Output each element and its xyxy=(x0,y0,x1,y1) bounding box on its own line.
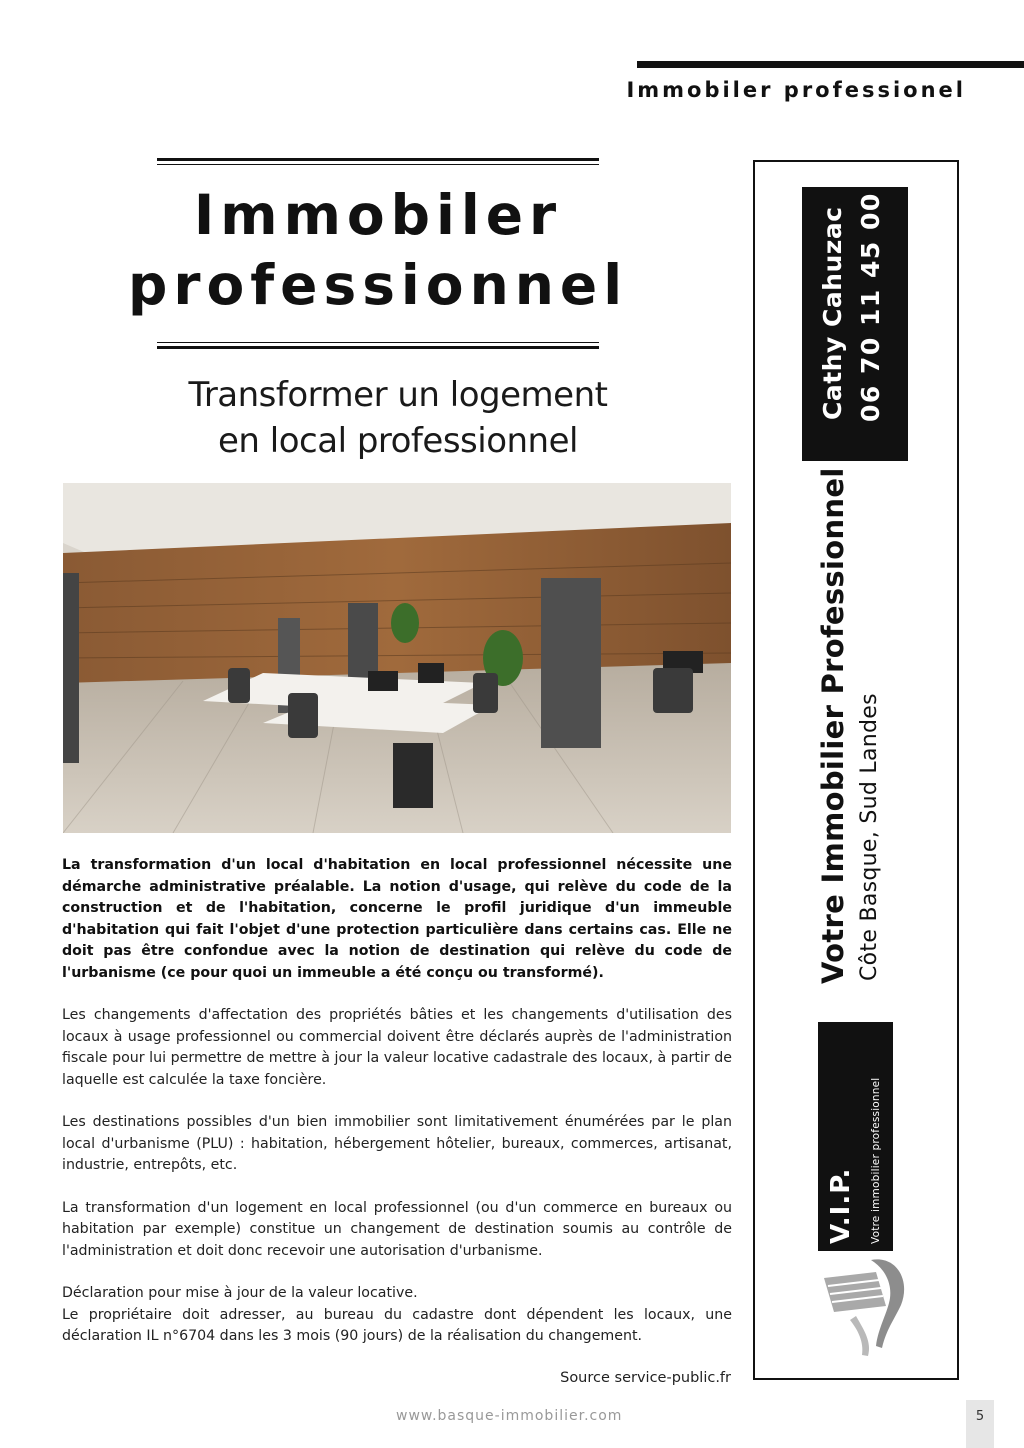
paragraph-destinations: Les destinations possibles d'un bien immobilier sont limitativement énumérées par le plan local d'urbanisme (PLU) : habitation, hébergement hôtelier, bureaux, commerces, artisanat, industrie, entrepôts, etc. xyxy=(62,1114,732,1173)
footer-url[interactable]: www.basque-immobilier.com xyxy=(396,1408,623,1424)
contact-phone[interactable]: 06 70 11 45 00 xyxy=(856,192,885,422)
vip-logo-text: V.I.P. xyxy=(826,1167,856,1244)
subtitle-line-2: en local professionnel xyxy=(218,421,578,461)
advert-region: Côte Basque, Sud Landes xyxy=(857,693,882,981)
paragraph-transformation: La transformation d'un logement en local professionnel (ou d'un commerce en bureaux ou habitation par exemple) constitue un changement de destination soumis au contrôle de l'administration et doit donc recevoir une autorisation d'urbanisme. xyxy=(62,1199,732,1259)
paragraph-declaration xyxy=(62,1283,732,1348)
page-title xyxy=(120,180,636,320)
source-credit: Source service-public.fr xyxy=(560,1370,731,1386)
advert-headline: Votre Immobilier Professionnel xyxy=(816,467,850,984)
paragraph-fiscal: Les changements d'affectation des propriétés bâties et les changements d'utilisation des locaux à usage professionnel ou commercial doivent être déclarés auprès de l'administration fiscale pour lui permettre de mettre à jour la valeur locative cadastrale des locaux, à partir de laquelle est calculée la taxe foncière. xyxy=(62,1007,732,1088)
contact-name: Cathy Cahuzac xyxy=(818,206,847,420)
title-line-1: Immobiler xyxy=(193,183,563,247)
subtitle-line-1: Transformer un logement xyxy=(188,375,608,415)
lead-paragraph: La transformation d'un local d'habitation en local professionnel nécessite une démarche administrative préalable. La notion d'usage, qui relève du code de la construction et de l'habitation, concerne le profil juridique d'un immeuble d'habitation qui fait l'objet d'une protection particulière dans certains cas. Elle ne doit pas être confondue avec la notion de destination qui relève du code de l'urbanisme (ce pour quoi un immeuble a été conçu ou transformé). xyxy=(62,857,732,981)
declaration-text: Le propriétaire doit adresser, au bureau du cadastre dont dépendent les locaux, une déclaration IL n°6704 dans les 3 mois (90 jours) de la réalisation du changement. xyxy=(62,1306,732,1344)
article-body xyxy=(62,855,732,1369)
office-photo xyxy=(63,483,731,833)
declaration-heading: Déclaration pour mise à jour de la valeur locative. xyxy=(62,1285,418,1301)
header-rule xyxy=(637,61,1024,68)
subtitle xyxy=(120,372,676,464)
title-line-2: professionnel xyxy=(127,253,629,317)
vip-logo-tagline: Votre immobilier professionnel xyxy=(870,1077,882,1244)
page-number: 5 xyxy=(966,1400,994,1448)
section-label: Immobiler professionel xyxy=(626,78,966,102)
title-rule-top xyxy=(157,158,599,165)
title-rule-bottom xyxy=(157,342,599,349)
building-logo-icon xyxy=(816,1250,916,1360)
